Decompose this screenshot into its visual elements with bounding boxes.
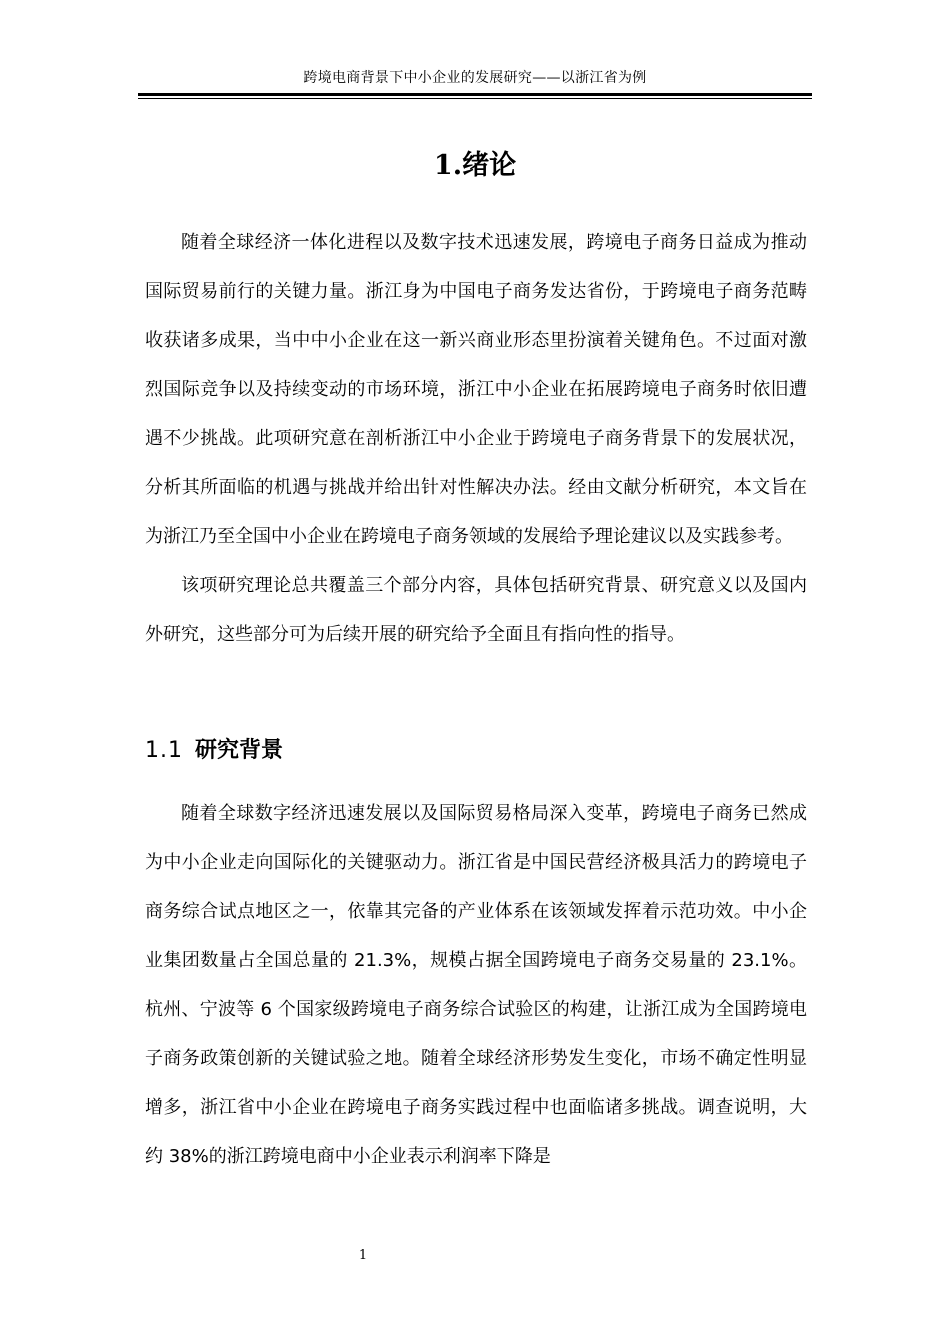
header-rule-thick bbox=[138, 93, 812, 96]
running-header-title: 跨境电商背景下中小企业的发展研究——以浙江省为例 bbox=[303, 70, 647, 86]
section-heading-1-1 bbox=[145, 734, 283, 768]
section-number: 1.1 bbox=[145, 738, 183, 763]
intro-body bbox=[145, 218, 807, 659]
chapter-title: 1.绪论 bbox=[433, 150, 517, 181]
section-title: 研究背景 bbox=[195, 738, 284, 763]
intro-paragraph-1: 随着全球经济一体化进程以及数字技术迅速发展，跨境电子商务日益成为推动国际贸易前行的关键力量。浙江身为中国电子商务发达省份，于跨境电子商务范畴收获诸多成果，当中中小企业在这一新兴商业形态里扮演着关键角色。不过面对激烈国际竞争以及持续变动的市场环境，浙江中小企业在拓展跨境电子商务时依旧遭遇不少挑战。此项研究意在剖析浙江中小企业于跨境电子商务背景下的发展状况，分析其所面临的机遇与挑战并给出针对性解决办法。经由文献分析研究，本文旨在为浙江乃至全国中小企业在跨境电子商务领域的发展给予理论建议以及实践参考。 bbox=[145, 232, 807, 547]
header-rule-thin bbox=[138, 98, 812, 99]
intro-paragraph-2: 该项研究理论总共覆盖三个部分内容，具体包括研究背景、研究意义以及国内外研究，这些部分可为后续开展的研究给予全面且有指向性的指导。 bbox=[145, 575, 807, 645]
background-body bbox=[145, 789, 807, 1181]
background-paragraph-1: 随着全球数字经济迅速发展以及国际贸易格局深入变革，跨境电子商务已然成为中小企业走向国际化的关键驱动力。浙江省是中国民营经济极具活力的跨境电子商务综合试点地区之一，依靠其完备的产业体系在该领域发挥着示范功效。中小企业集团数量占全国总量的 21.3%，规模占据全国跨境电子商务交易量的 23.1%。杭州、宁波等 6 个国家级跨境电子商务综合试验区的构建，让浙江成为全国跨境电子商务政策创新的关键试验之地。随着全球经济形势发生变化，市场不确定性明显增多，浙江省中小企业在跨境电子商务实践过程中也面临诸多挑战。调查说明，大约 38%的浙江跨境电商中小企业表示利润率下降是 bbox=[145, 803, 807, 1167]
page-number: 1 bbox=[358, 1248, 368, 1263]
